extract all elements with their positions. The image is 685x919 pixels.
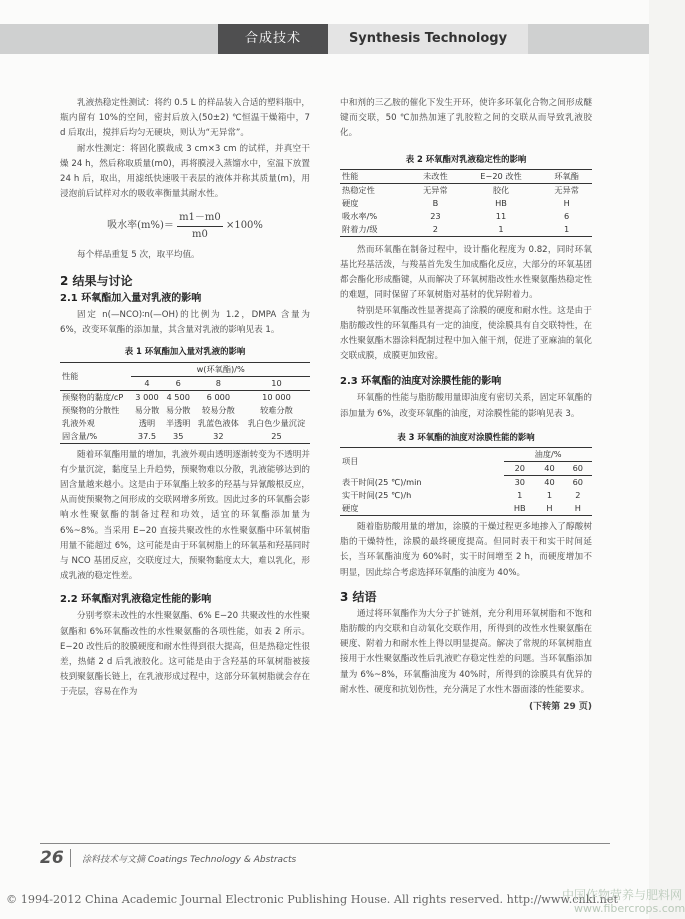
table1-col-header: 6 [163,376,194,390]
section-heading-2-2: 2.2 环氧酯对乳液稳定性能的影响 [60,594,212,606]
table-cell: 2 [575,490,581,501]
table-cell: 半透明 [165,417,191,428]
section-heading-2-1: 2.1 环氧酯加入量对乳液的影响 [60,293,202,305]
table-cell: 较难分散 [260,404,293,415]
paragraph-2-2: 分别考察未改性的水性聚氨酯、6% E−20 共聚改性的水性聚氨酯和 6%环氧酯改性的水性聚氨酯的各项性能，如表 2 所示。E−20 改性后的胶膜硬度和耐水性得到很大提高，但是热稳定性很差，热储 2 d 后乳液胶化。这可能是由于含羟基的环氧树脂被接枝到聚氨酯长链上，在乳液形成过程中，这部分环氧树脂就会存在于壳层，容易在作为 [60,611,310,698]
table-cell: 25 [243,430,310,444]
table-cell: 无异常 [423,184,448,195]
table-row [60,417,310,430]
table-cell: 4 500 [166,391,190,402]
table-cell: HB [495,197,507,208]
table-row [60,404,310,417]
table-cell: 1 [541,223,592,237]
table3 [340,447,592,516]
table-cell: 表干时间(25 ℃)/min [342,476,422,487]
section-heading-2: 2 结果与讨论 [60,274,133,289]
table-cell: 37.5 [131,430,162,444]
table-cell: 35 [163,430,194,444]
table-cell: 硬度 [340,502,504,516]
table-row [340,197,592,210]
table-cell: 60 [572,477,584,488]
paragraph-crosslink-continued: 中和剂的三乙胺的催化下发生开环，使许多环氧化合物之间形成醚键而交联，50 ℃加热加速了乳胶粒之间的交联从而导致乳液胶化。 [340,98,592,139]
continued-note: (下转第 29 页) [528,702,592,713]
formula-denominator: m0 [191,228,208,240]
table-row [60,430,310,444]
paragraph-conclusion: 通过将环氧酯作为大分子扩链剂，充分利用环氧树脂和不饱和脂肪酸的内交联和自动氧化交联作用，所得到的改性水性聚氨酯在硬度、附着力和耐水性上得以明显提高。解决了常规的环氧树脂直接用于水性聚氨酯改性后乳液贮存稳定性差的问题。当环氧酯添加量为 6%~8%，环氧酯油度为 40%时，所得到的涂膜具有优异的耐水性、硬度和抗划伤性，充分满足了水性木器面漆的性能要求。 [340,608,592,695]
table-row [340,476,592,490]
copyright-line: © 1994-2012 China Academic Journal Electronic Publishing House. All rights reserved. http://www.cnki.net [6,893,618,906]
left-column [60,96,310,701]
table3-col-header: 60 [564,462,592,476]
table-cell: 固含量/% [60,430,131,444]
table-cell: H [535,502,563,516]
table-cell: 热稳定性 [342,184,375,195]
table2-col-header: E−20 改性 [461,169,542,183]
table-cell: 较易分散 [202,404,235,415]
paragraph-water-resistance: 耐水性测定：将固化膜裁成 3 cm×3 cm 的试样，并真空干燥 24 h，然后称取质量(m0)，再将膜浸入蒸馏水中，室温下放置 24 h 后，取出，用滤纸快速吸干表层的液体并称其质量(m)，用浸泡前后试样对水的吸收率衡量其耐水性。 [60,143,310,200]
table-cell: B [432,197,439,208]
table-cell: 透明 [138,417,156,428]
table1-col-header: 10 [243,376,310,390]
paragraph-2-3-discussion: 随着脂肪酸用量的增加，涂膜的干燥过程更多地掺入了醇酸树脂的干燥特性，涂膜的最终硬度提高。但同时表干和实干时间延长，当环氧酯油度为 60%时，实干时间增至 2 h，而硬度增加不明显，因此综合考虑选择环氧酯的油度为 40%。 [340,522,592,578]
header-divider-shape [306,24,328,54]
footer-rule [40,843,610,844]
table-cell: 1 [461,223,542,237]
table1-col-header: 4 [131,376,162,390]
table-cell: 乳液外观 [62,417,95,428]
table-cell: 30 [514,477,525,488]
table-cell: 易分散 [165,404,191,415]
table-cell: 1 [546,490,553,501]
table-row [340,223,592,237]
water-absorption-formula [60,210,310,241]
table-cell: 易分散 [134,404,160,415]
table-cell: 乳白色少量沉淀 [247,417,306,428]
formula-lhs: 吸水率(m%)＝ [107,220,174,232]
header-section-cn: 合成技术 [218,24,328,54]
section-heading-3: 3 结语 [340,589,377,604]
paragraph-hardness: 特别是环氧酯改性显著提高了涂膜的硬度和耐水性。这是由于脂肪酸改性的环氧酯具有一定的油度，使涂膜具有自交联特性，在水性聚氨酯木器涂料配制过程中加入催干剂，促进了亚麻油的氧化交联成膜，成膜更加致密。 [340,305,592,362]
table1-group-header: w(环氧酯)/% [131,362,310,376]
table-cell: H [564,502,592,516]
table-cell: 预聚物的黏度/cP [62,391,124,402]
table1-col-header: 8 [194,376,243,390]
table-cell: 乳蓝色液体 [197,417,239,428]
table-cell: 2 [410,223,461,237]
table-cell: 胶化 [492,184,510,195]
table-cell: 32 [194,430,243,444]
table2-col-header: 性能 [340,169,410,183]
table-cell: 无异常 [554,184,579,195]
paragraph-2-3-intro: 环氧酯的性能与脂肪酸用量即油度有密切关系，固定环氧酯的添加量为 6%，改变环氧酯的油度，对涂膜性能的影响见表 3。 [340,393,592,419]
table-cell: 3 000 [135,391,159,402]
table-cell: HB [504,502,535,516]
paragraph-esterification: 然而环氧酯在制备过程中，设计酯化程度为 0.82，同时环氧基比羟基活泼，与羧基首先发生加成酯化反应，大部分的环氧基团都会酯化形成酯键，从而解决了环氧树脂改性水性聚氨酯热稳定性的难题，同时保留了环氧树脂对基材的优异附着力。 [340,244,592,301]
table-cell: 预聚物的分散性 [62,404,120,415]
table-cell: 6 [564,210,570,221]
paragraph-2-1-discussion: 随着环氧酯用量的增加，乳液外观由透明逐渐转变为不透明并有少量沉淀，黏度呈上升趋势，预聚物难以分散，乳液能够达到的固含量越来越小。这是由于环氧酯上较多的羟基与异氰酸根反应，从而使预聚物之间形成的交联网增多所致。因此过多的环氧酯会影响水性聚氨酯的制备过程和功效，适宜的环氧酯添加量为 6%~8%。当采用 E−20 直接共聚改性的水性聚氨酯中环氧树脂用量不能超过 6%，这可能是由于环氧树脂上的环氧基和羟基同时与 NCO 基团反应，交联度过大，预聚物黏度太大，难以乳化，形成乳液的稳定性差。 [60,449,310,582]
right-column [340,96,592,715]
table2 [340,169,592,237]
table-cell: 附着力/级 [340,223,410,237]
formula-fraction [177,210,223,241]
paragraph-thermal-stability: 乳液热稳定性测试：将约 0.5 L 的样品装入合适的塑料瓶中，瓶内留有 10%的空间，密封后放入(50±2) ℃恒温干燥箱中，7 d 后取出，搅拌后均匀无硬块，则认为“无异常”。 [60,98,310,139]
table1-prop-header: 性能 [60,362,131,390]
table2-caption: 表 2 环氧酯对乳液稳定性的影响 [405,153,527,164]
section-heading-2-3: 2.3 环氧酯的油度对涂膜性能的影响 [340,376,502,388]
paragraph-2-1-intro: 固定 n(—NCO)∶n(—OH)的比例为 1.2，DMPA 含量为 6%，改变环氧酯的添加量，其含量对乳液的影响见表 1。 [60,310,310,336]
table3-col-header: 20 [504,462,535,476]
footer-divider [70,849,71,867]
table-row [340,183,592,197]
table-row [340,489,592,502]
formula-tail: ×100% [225,220,263,232]
table3-col-header: 40 [535,462,563,476]
table-cell: 实干时间(25 ℃)/h [342,490,412,501]
table2-col-header: 环氧酯 [541,169,592,183]
table-cell: 吸水率/% [342,210,378,221]
table-cell: 23 [430,210,441,221]
table3-item-header: 项目 [340,448,504,476]
header-section-en: Synthesis Technology [328,24,528,54]
table-cell: H [563,197,570,208]
table-row [340,210,592,223]
journal-name: 涂料技术与文摘 Coatings Technology & Abstracts [82,855,297,865]
table3-group-header: 油度/% [504,448,592,462]
table3-caption: 表 3 环氧酯的油度对涂膜性能的影响 [397,431,535,442]
table-cell: 11 [495,210,507,221]
table-cell: 40 [544,477,555,488]
table-row [340,502,592,516]
table-row [60,390,310,404]
watermark-text: 中国作物营养与肥料网 [562,888,683,902]
table-cell: 1 [517,490,523,501]
table2-col-header: 未改性 [410,169,461,183]
table-cell: 10 000 [262,391,291,402]
table-cell: 6 000 [206,391,231,402]
table-cell: 硬度 [342,197,359,208]
paragraph-repeat: 每个样品重复 5 次，取平均值。 [77,249,200,260]
formula-numerator: m1－m0 [177,210,223,226]
table1-caption: 表 1 环氧酯加入量对乳液的影响 [124,346,246,357]
watermark-url: www.fibercrops.com [574,902,685,915]
page-number: 26 [40,848,64,868]
table1 [60,362,310,444]
